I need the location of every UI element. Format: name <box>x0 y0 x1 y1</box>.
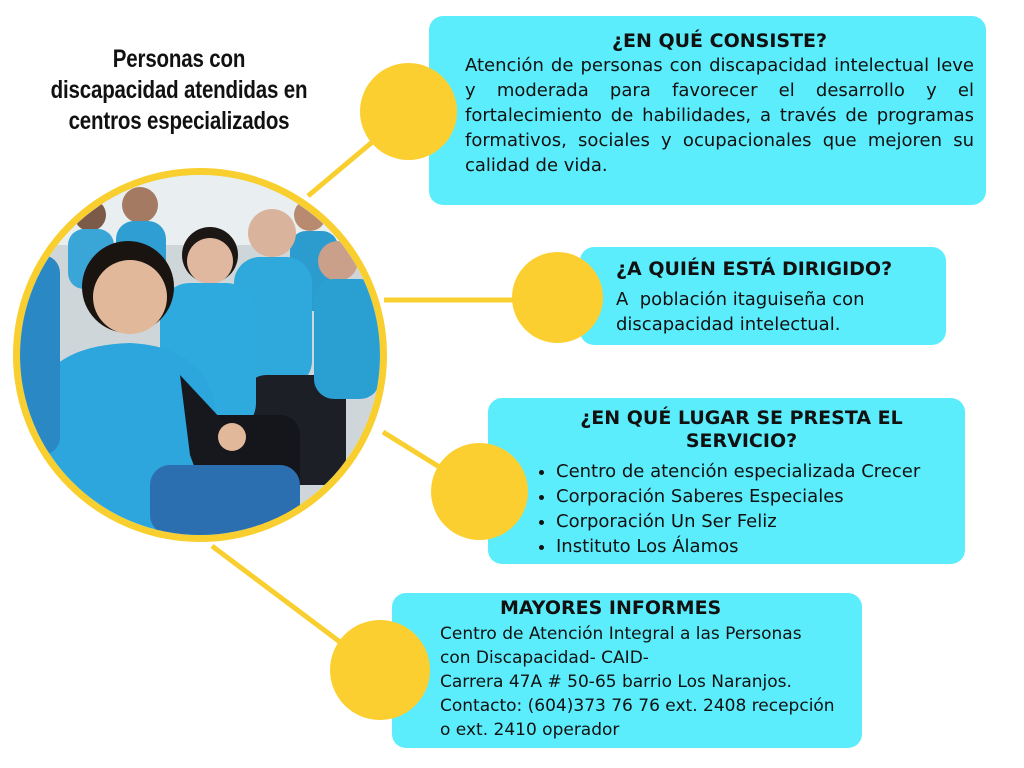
section-dirigido-heading: ¿A QUIÉN ESTÁ DIRIGIDO? <box>616 258 893 280</box>
list-item: • Corporación Un Ser Feliz <box>556 509 955 534</box>
informes-line: con Discapacidad- CAID- <box>440 648 649 668</box>
section-consiste-text: Atención de personas con discapacidad intelectual leve y moderada para favorecer el desarrollo y el fortalecimiento de habilidades, a través de programas formativos, sociales y ocupacionales que mejoren su calidad de vida. <box>465 55 974 176</box>
section-informes-text <box>440 622 858 742</box>
section-dirigido <box>580 247 946 345</box>
informes-line: o ext. 2410 operador <box>440 720 620 740</box>
list-item: • Instituto Los Álamos <box>556 534 955 559</box>
list-item: • Centro de atención especializada Crecer <box>556 459 955 484</box>
bullet-dot-lugar <box>431 443 528 540</box>
section-lugar <box>488 398 965 564</box>
list-item: • Corporación Saberes Especiales <box>556 484 955 509</box>
section-informes-heading: MAYORES INFORMES <box>500 597 722 619</box>
section-lugar-heading: ¿EN QUÉ LUGAR SE PRESTA EL SERVICIO? <box>580 407 903 452</box>
section-dirigido-text: A población itaguiseña con discapacidad intelectual. <box>616 289 871 335</box>
bullet-dot-informes <box>330 620 430 720</box>
section-consiste <box>429 16 986 205</box>
group-photo-icon <box>20 175 380 535</box>
group-photo <box>13 168 387 542</box>
informes-line: Carrera 47A # 50-65 barrio Los Naranjos. <box>440 672 792 692</box>
informes-line: Centro de Atención Integral a las Personas <box>440 624 802 644</box>
section-lugar-list <box>528 459 955 559</box>
informes-line: Contacto: (604)373 76 76 ext. 2408 recepción <box>440 696 835 716</box>
section-consiste-heading: ¿EN QUÉ CONSISTE? <box>611 30 828 52</box>
bullet-dot-dirigido <box>512 252 603 343</box>
bullet-dot-consiste <box>360 63 457 160</box>
page-title: Personas con discapacidad atendidas en centros especializados <box>50 45 308 135</box>
section-informes <box>392 593 862 748</box>
